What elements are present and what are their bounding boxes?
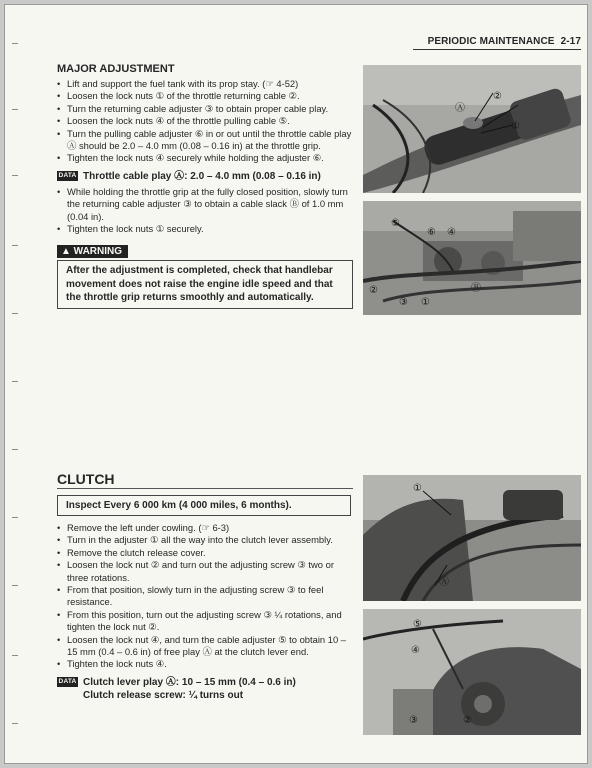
manual-page: [4, 4, 588, 764]
callout-label: Ⓐ: [439, 577, 449, 588]
margin-tick: [12, 517, 18, 518]
header-rule: [413, 49, 581, 50]
warning-label: ▲ WARNING: [57, 245, 128, 258]
margin-tick: [12, 381, 18, 382]
clutch-section: [57, 471, 353, 487]
warning-text: After the adjustment is completed, check that handlebar movement does not raise the engine idle speed and that the throttle grip returns smoothly and automatically.: [57, 260, 353, 309]
inspect-interval: Inspect Every 6 000 km (4 000 miles, 6 months).: [57, 495, 351, 516]
margin-tick: [12, 175, 18, 176]
throttle-cable-photo: [363, 201, 581, 315]
list-item: • Loosen the lock nut ④, and turn the cable adjuster ⑤ to obtain 10 – 15 mm (0.4 – 0.6 in) of free play Ⓐ at the clutch lever end.: [57, 634, 353, 659]
throttle-grip-photo: [363, 65, 581, 193]
data-icon: DATA: [58, 171, 77, 179]
callout-label: ①: [421, 297, 430, 308]
callout-label: ⑥: [427, 227, 436, 238]
clutch-release-photo: [363, 609, 581, 735]
warning-block: [57, 241, 353, 309]
list-item: • While holding the throttle grip at the fully closed position, slowly turn the returning cable adjuster ③ to obtain a cable slack Ⓑ of 1.0 mm (0.04 in).: [57, 186, 353, 223]
list-item: • From this position, turn out the adjusting screw ③ ¼ rotations, and tighten the lock nut ②.: [57, 609, 353, 634]
callout-label: ⑤: [391, 218, 400, 229]
list-item: • Tighten the lock nuts ④ securely while holding the adjuster ⑥.: [57, 152, 353, 164]
list-item: • Lift and support the fuel tank with its prop stay. (☞ 4-52): [57, 78, 353, 90]
running-header: [411, 36, 581, 47]
list-item: • Tighten the lock nuts ④.: [57, 658, 353, 670]
list-item: • Remove the clutch release cover.: [57, 547, 353, 559]
throttle-steps: [57, 78, 353, 165]
callout-label: ①: [511, 121, 520, 132]
callout-label: ②: [369, 285, 378, 296]
margin-tick: [12, 585, 18, 586]
callout-label: ②: [493, 91, 502, 102]
list-item: • Tighten the lock nuts ① securely.: [57, 223, 353, 235]
callout-label: ②: [463, 715, 472, 726]
clutch-steps: [57, 522, 353, 671]
throttle-steps-2: [57, 186, 353, 236]
list-item: • Turn in the adjuster ① all the way into the clutch lever assembly.: [57, 534, 353, 546]
margin-tick: [12, 43, 18, 44]
section-rule: [57, 488, 353, 489]
list-item: • Remove the left under cowling. (☞ 6-3): [57, 522, 353, 534]
callout-label: ③: [409, 715, 418, 726]
callout-label: ④: [447, 227, 456, 238]
throttle-section: [57, 63, 353, 309]
spec-text: Throttle cable play Ⓐ: 2.0 – 4.0 mm (0.08 – 0.16 in): [83, 170, 321, 182]
callout-label: ⑤: [413, 619, 422, 630]
clutch-spec: [57, 676, 353, 702]
callout-label: ①: [413, 483, 422, 494]
page-number: 2-17: [560, 36, 581, 47]
clutch-body: [57, 491, 353, 702]
list-item: • Turn the returning cable adjuster ③ to obtain proper cable play.: [57, 103, 353, 115]
margin-tick: [12, 245, 18, 246]
section-heading: MAJOR ADJUSTMENT: [57, 63, 175, 75]
callout-label: Ⓑ: [471, 283, 481, 294]
margin-tick: [12, 723, 18, 724]
data-icon: DATA: [58, 677, 77, 685]
callout-label: ④: [411, 645, 420, 656]
clutch-heading: CLUTCH: [57, 471, 115, 487]
margin-tick: [12, 449, 18, 450]
list-item: • Loosen the lock nut ② and turn out the adjusting screw ③ two or three rotations.: [57, 559, 353, 584]
clutch-lever-photo: [363, 475, 581, 601]
callout-label: ③: [399, 297, 408, 308]
margin-tick: [12, 313, 18, 314]
spec-line: Clutch lever play Ⓐ: 10 – 15 mm (0.4 – 0.6 in): [83, 676, 296, 688]
margin-tick: [12, 109, 18, 110]
running-title: PERIODIC MAINTENANCE: [427, 36, 555, 47]
list-item: • Turn the pulling cable adjuster ⑥ in or out until the throttle cable play Ⓐ should be 2.0 – 4.0 mm (0.08 – 0.16 in) at the throttle grip.: [57, 128, 353, 153]
list-item: • Loosen the lock nuts ④ of the throttle pulling cable ⑤.: [57, 115, 353, 127]
list-item: • From that position, slowly turn in the adjusting screw ③ to feel resistance.: [57, 584, 353, 609]
throttle-spec: [57, 170, 353, 183]
callout-label: Ⓐ: [455, 103, 465, 114]
list-item: • Loosen the lock nuts ① of the throttle returning cable ②.: [57, 90, 353, 102]
spec-line: Clutch release screw: ¼ turns out: [83, 689, 244, 701]
margin-tick: [12, 655, 18, 656]
